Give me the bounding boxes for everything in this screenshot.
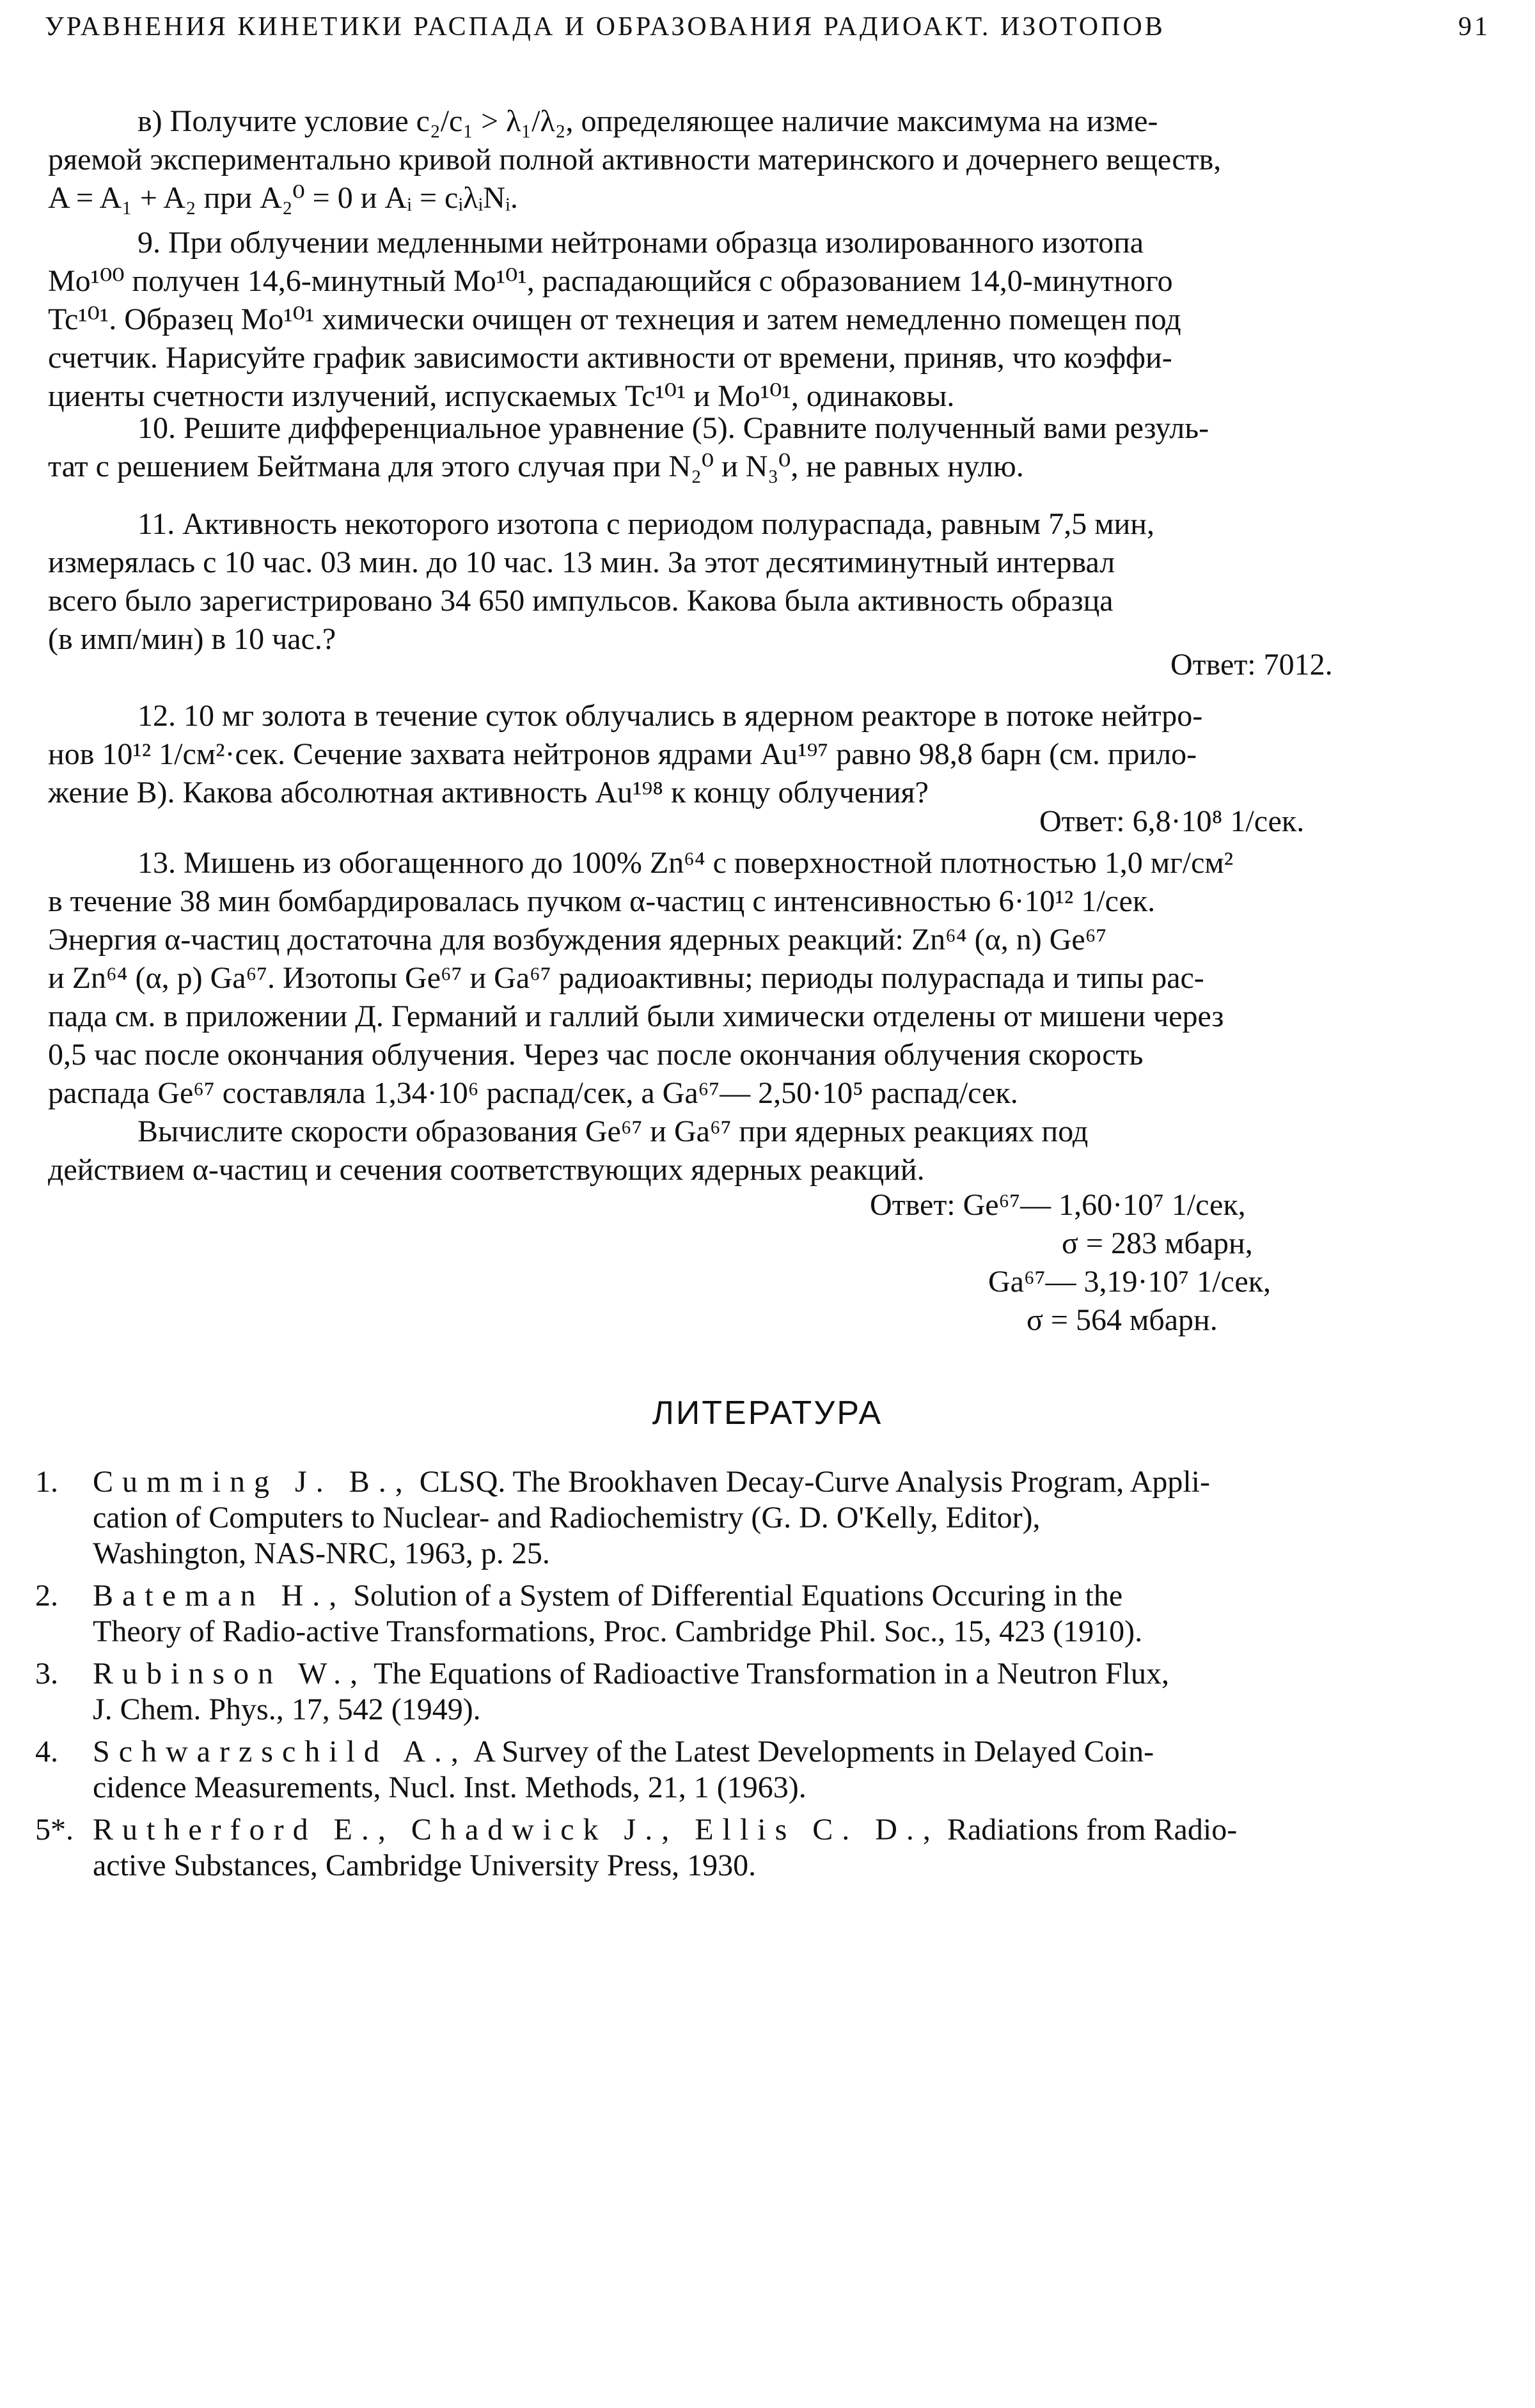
reference-text: Washington, NAS-NRC, 1963, p. 25. — [93, 1536, 550, 1570]
reference-text: Solution of a System of Differential Equations Occuring in the — [353, 1579, 1123, 1613]
reference-text: CLSQ. The Brookhaven Decay-Curve Analysis Program, Appli- — [419, 1465, 1210, 1499]
reference-item — [35, 1734, 1493, 1806]
page-number: 91 — [1458, 12, 1490, 42]
reference-author: Cumming J. B., — [93, 1465, 412, 1499]
reference-author: Rutherford E., Chadwick J., Ellis C. D., — [93, 1813, 940, 1847]
reference-text: cation of Computers to Nuclear- and Radiochemistry (G. D. O'Kelly, Editor), — [93, 1501, 1041, 1535]
reference-number: 1. — [35, 1465, 58, 1499]
reference-number: 2. — [35, 1579, 58, 1613]
text-line: пада см. в приложении Д. Германий и галлий были химически отделены от мишени через — [48, 999, 1224, 1033]
problem-v — [48, 102, 1490, 217]
reference-text: active Substances, Cambridge University Press, 1930. — [93, 1849, 757, 1882]
reference-text: A Survey of the Latest Developments in Delayed Coin- — [473, 1735, 1154, 1769]
header-title: УРАВНЕНИЯ КИНЕТИКИ РАСПАДА И ОБРАЗОВАНИЯ РАДИОАКТ. ИЗОТОПОВ — [45, 12, 1165, 42]
text-line: 11. Активность некоторого изотопа с периодом полураспада, равным 7,5 мин, — [138, 507, 1154, 541]
problem-9 — [48, 224, 1490, 416]
problem-13-answer-ge: Ответ: Ge⁶⁷— 1,60·10⁷ 1/сек, — [870, 1188, 1246, 1222]
reference-list — [35, 1464, 1493, 1890]
text-line: A = A₁ + A₂ при A₂⁰ = 0 и Aᵢ = cᵢλᵢNᵢ. — [48, 181, 518, 215]
problem-12-answer: Ответ: 6,8·10⁸ 1/сек. — [1039, 804, 1305, 838]
text-line: 12. 10 мг золота в течение суток облучались в ядерном реакторе в потоке нейтро- — [138, 699, 1203, 733]
reference-item — [35, 1656, 1493, 1728]
text-line: счетчик. Нарисуйте график зависимости активности от времени, приняв, что коэффи- — [48, 341, 1172, 375]
text-line: Вычислите скорости образования Ge⁶⁷ и Ga⁶⁷ при ядерных реакциях под — [138, 1114, 1089, 1148]
text-line: 0,5 час после окончания облучения. Через час после окончания облучения скорость — [48, 1038, 1144, 1072]
text-line: всего было зарегистрировано 34 650 импульсов. Какова была активность образца — [48, 584, 1114, 618]
reference-text: Theory of Radio-active Transformations, Proc. Cambridge Phil. Soc., 15, 423 (1910). — [93, 1614, 1143, 1648]
problem-11-answer: Ответ: 7012. — [1170, 648, 1333, 682]
reference-text: The Equations of Radioactive Transformation in a Neutron Flux, — [374, 1657, 1170, 1691]
text-line: в течение 38 мин бомбардировалась пучком α-частиц с интенсивностью 6·10¹² 1/сек. — [48, 884, 1156, 918]
text-line: жение В). Какова абсолютная активность Au¹⁹⁸ к концу облучения? — [48, 776, 929, 809]
text-line: действием α-частиц и сечения соответствующих ядерных реакций. — [48, 1153, 925, 1187]
reference-author: Rubinson W., — [93, 1657, 367, 1691]
literature-heading: ЛИТЕРАТУРА — [652, 1395, 883, 1432]
problem-13 — [48, 844, 1490, 1189]
text-line: 10. Решите дифференциальное уравнение (5). Сравните полученный вами резуль- — [138, 411, 1209, 445]
text-line: 9. При облучении медленными нейтронами образца изолированного изотопа — [138, 226, 1144, 260]
running-header — [45, 6, 1490, 45]
reference-item — [35, 1464, 1493, 1572]
text-line: и Zn⁶⁴ (α, p) Ga⁶⁷. Изотопы Ge⁶⁷ и Ga⁶⁷ радиоактивны; периоды полураспада и типы рас- — [48, 961, 1204, 995]
text-line: ряемой экспериментально кривой полной активности материнского и дочернего веществ, — [48, 143, 1222, 176]
problem-13-answer-ga: Ga⁶⁷— 3,19·10⁷ 1/сек, — [988, 1265, 1271, 1299]
text-line: распада Ge⁶⁷ составляла 1,34·10⁶ распад/сек, а Ga⁶⁷— 2,50·10⁵ распад/сек. — [48, 1076, 1018, 1110]
reference-author: Schwarzschild A., — [93, 1735, 468, 1769]
reference-number: 5*. — [35, 1813, 74, 1847]
reference-item — [35, 1578, 1493, 1650]
problem-12 — [48, 697, 1490, 812]
reference-author: Bateman H., — [93, 1579, 346, 1613]
text-line: Tc¹⁰¹. Образец Mo¹⁰¹ химически очищен от технеция и затем немедленно помещен под — [48, 302, 1181, 336]
reference-text: J. Chem. Phys., 17, 542 (1949). — [93, 1693, 481, 1726]
text-line: в) Получите условие c₂/c₁ > λ₁/λ₂, определяющее наличие максимума на изме- — [138, 104, 1158, 138]
text-line: Mo¹⁰⁰ получен 14,6-минутный Mo¹⁰¹, распадающийся с образованием 14,0-минутного — [48, 264, 1173, 298]
reference-text: Radiations from Radio- — [947, 1813, 1238, 1847]
text-line: (в имп/мин) в 10 час.? — [48, 622, 336, 656]
problem-10 — [48, 409, 1490, 486]
reference-item — [35, 1812, 1493, 1884]
problem-13-answer-sigma-ga: σ = 564 мбарн. — [1027, 1303, 1218, 1337]
text-line: нов 10¹² 1/см²·сек. Сечение захвата нейтронов ядрами Au¹⁹⁷ равно 98,8 барн (см. прило- — [48, 737, 1197, 771]
reference-text: cidence Measurements, Nucl. Inst. Methods, 21, 1 (1963). — [93, 1771, 807, 1804]
problem-13-answer-sigma-ge: σ = 283 мбарн, — [1062, 1226, 1253, 1260]
problem-11 — [48, 505, 1490, 659]
reference-number: 3. — [35, 1657, 58, 1691]
text-line: тат с решением Бейтмана для этого случая при N₂⁰ и N₃⁰, не равных нулю. — [48, 450, 1024, 483]
text-line: 13. Мишень из обогащенного до 100% Zn⁶⁴ с поверхностной плотностью 1,0 мг/см² — [138, 846, 1234, 880]
text-line: циенты счетности излучений, испускаемых Tc¹⁰¹ и Mo¹⁰¹, одинаковы. — [48, 379, 955, 413]
text-line: Энергия α-частиц достаточна для возбуждения ядерных реакций: Zn⁶⁴ (α, n) Ge⁶⁷ — [48, 923, 1107, 957]
reference-number: 4. — [35, 1735, 58, 1769]
text-line: измерялась с 10 час. 03 мин. до 10 час. 13 мин. За этот десятиминутный интервал — [48, 545, 1115, 579]
